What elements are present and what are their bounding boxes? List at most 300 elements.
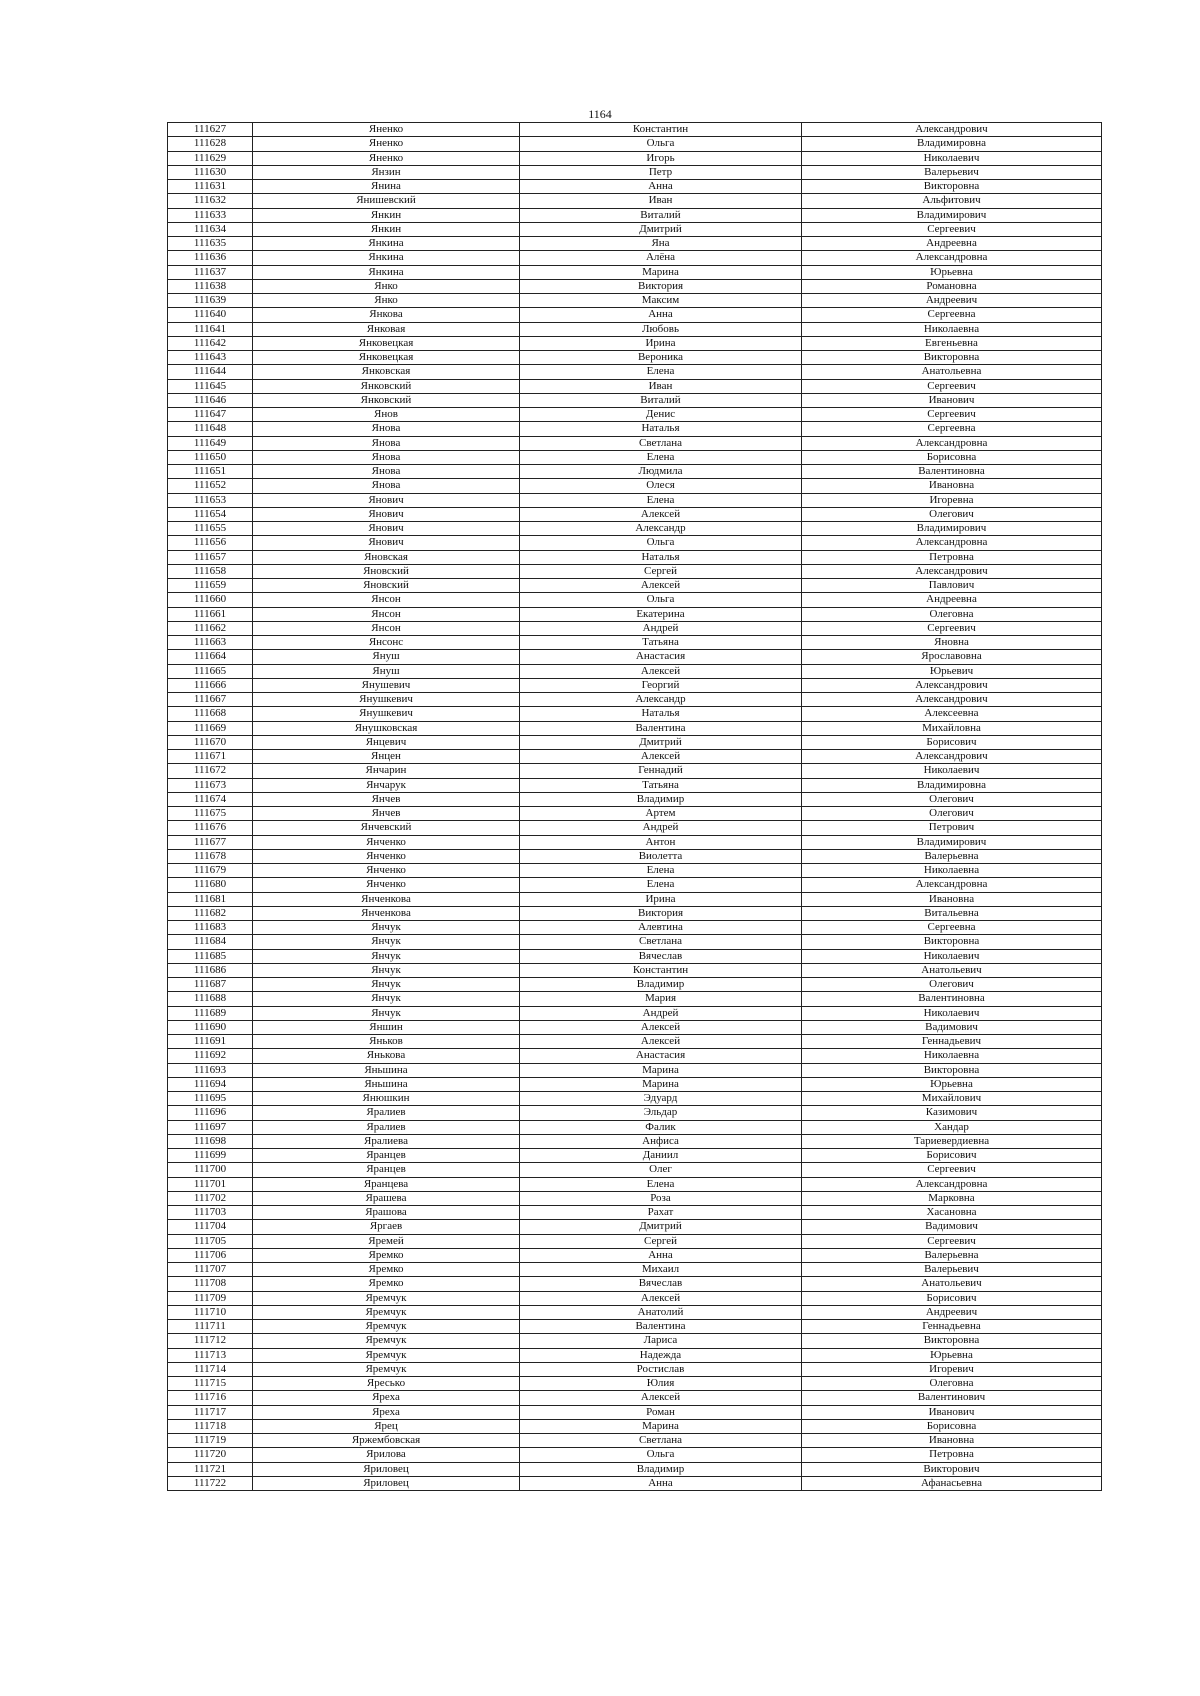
first-name-cell: Екатерина	[520, 607, 802, 621]
first-name-cell: Алексей	[520, 1035, 802, 1049]
table-row	[168, 180, 1102, 194]
patronymic-cell: Александровна	[802, 436, 1102, 450]
first-name-cell: Анна	[520, 1248, 802, 1262]
record-number-cell: 111709	[168, 1291, 253, 1305]
record-number-cell: 111672	[168, 764, 253, 778]
patronymic-cell: Александрович	[802, 750, 1102, 764]
table-row	[168, 664, 1102, 678]
patronymic-cell: Петрович	[802, 821, 1102, 835]
table-row	[168, 479, 1102, 493]
patronymic-cell: Юрьевна	[802, 265, 1102, 279]
surname-cell: Янова	[253, 465, 520, 479]
table-row	[168, 436, 1102, 450]
first-name-cell: Татьяна	[520, 778, 802, 792]
surname-cell: Янченко	[253, 849, 520, 863]
table-row	[168, 222, 1102, 236]
first-name-cell: Игорь	[520, 151, 802, 165]
record-number-cell: 111654	[168, 507, 253, 521]
first-name-cell: Алексей	[520, 750, 802, 764]
table-row	[168, 408, 1102, 422]
first-name-cell: Светлана	[520, 1434, 802, 1448]
patronymic-cell: Александрович	[802, 564, 1102, 578]
table-row	[168, 650, 1102, 664]
patronymic-cell: Вадимович	[802, 1020, 1102, 1034]
first-name-cell: Константин	[520, 963, 802, 977]
table-row	[168, 579, 1102, 593]
surname-cell: Яновская	[253, 550, 520, 564]
patronymic-cell: Олегович	[802, 807, 1102, 821]
table-row	[168, 550, 1102, 564]
surname-cell: Яресько	[253, 1377, 520, 1391]
record-number-cell: 111688	[168, 992, 253, 1006]
patronymic-cell: Валерьевич	[802, 165, 1102, 179]
first-name-cell: Виолетта	[520, 849, 802, 863]
surname-cell: Яреха	[253, 1405, 520, 1419]
record-number-cell: 111645	[168, 379, 253, 393]
first-name-cell: Сергей	[520, 564, 802, 578]
patronymic-cell: Валерьевич	[802, 1263, 1102, 1277]
patronymic-cell: Борисович	[802, 1291, 1102, 1305]
table-row	[168, 764, 1102, 778]
table-row	[168, 522, 1102, 536]
record-number-cell: 111700	[168, 1163, 253, 1177]
record-number-cell: 111670	[168, 735, 253, 749]
surname-cell: Януш	[253, 650, 520, 664]
table-row	[168, 265, 1102, 279]
table-row	[168, 237, 1102, 251]
patronymic-cell: Николаевич	[802, 764, 1102, 778]
patronymic-cell: Геннадьевич	[802, 1035, 1102, 1049]
page-number: 1164	[588, 107, 612, 121]
record-number-cell: 111708	[168, 1277, 253, 1291]
first-name-cell: Анастасия	[520, 650, 802, 664]
patronymic-cell: Сергеевна	[802, 921, 1102, 935]
patronymic-cell: Александровна	[802, 536, 1102, 550]
table-row	[168, 393, 1102, 407]
table-row	[168, 1092, 1102, 1106]
table-row	[168, 935, 1102, 949]
first-name-cell: Ольга	[520, 137, 802, 151]
record-number-cell: 111699	[168, 1149, 253, 1163]
record-number-cell: 111689	[168, 1006, 253, 1020]
surname-cell: Яньшина	[253, 1077, 520, 1091]
table-row	[168, 194, 1102, 208]
first-name-cell: Елена	[520, 365, 802, 379]
patronymic-cell: Викторовна	[802, 1334, 1102, 1348]
surname-cell: Янкин	[253, 208, 520, 222]
record-number-cell: 111650	[168, 450, 253, 464]
surname-cell: Янзин	[253, 165, 520, 179]
surname-cell: Янкина	[253, 251, 520, 265]
patronymic-cell: Викторовна	[802, 935, 1102, 949]
first-name-cell: Ольга	[520, 593, 802, 607]
record-number-cell: 111698	[168, 1134, 253, 1148]
surname-cell: Янчев	[253, 792, 520, 806]
patronymic-cell: Марковна	[802, 1191, 1102, 1205]
patronymic-cell: Викторовна	[802, 351, 1102, 365]
table-row	[168, 151, 1102, 165]
table-row	[168, 564, 1102, 578]
patronymic-cell: Анатольевич	[802, 963, 1102, 977]
first-name-cell: Ростислав	[520, 1362, 802, 1376]
record-number-cell: 111712	[168, 1334, 253, 1348]
patronymic-cell: Юрьевна	[802, 1348, 1102, 1362]
first-name-cell: Александр	[520, 693, 802, 707]
record-number-cell: 111669	[168, 721, 253, 735]
first-name-cell: Алёна	[520, 251, 802, 265]
patronymic-cell: Олегович	[802, 792, 1102, 806]
surname-cell: Янкина	[253, 265, 520, 279]
surname-cell: Януш	[253, 664, 520, 678]
record-number-cell: 111707	[168, 1263, 253, 1277]
patronymic-cell: Тариевердиевна	[802, 1134, 1102, 1148]
record-number-cell: 111685	[168, 949, 253, 963]
first-name-cell: Роза	[520, 1191, 802, 1205]
table-row	[168, 1248, 1102, 1262]
record-number-cell: 111715	[168, 1377, 253, 1391]
first-name-cell: Владимир	[520, 792, 802, 806]
table-row	[168, 1120, 1102, 1134]
table-row	[168, 336, 1102, 350]
record-number-cell: 111637	[168, 265, 253, 279]
record-number-cell: 111673	[168, 778, 253, 792]
first-name-cell: Вячеслав	[520, 1277, 802, 1291]
record-number-cell: 111695	[168, 1092, 253, 1106]
record-number-cell: 111691	[168, 1035, 253, 1049]
surname-cell: Янов	[253, 408, 520, 422]
record-number-cell: 111674	[168, 792, 253, 806]
patronymic-cell: Олегович	[802, 507, 1102, 521]
record-number-cell: 111640	[168, 308, 253, 322]
table-row	[168, 208, 1102, 222]
patronymic-cell: Владимирович	[802, 835, 1102, 849]
first-name-cell: Ольга	[520, 1448, 802, 1462]
first-name-cell: Дмитрий	[520, 1220, 802, 1234]
first-name-cell: Михаил	[520, 1263, 802, 1277]
patronymic-cell: Александровна	[802, 251, 1102, 265]
table-row	[168, 123, 1102, 137]
first-name-cell: Марина	[520, 1419, 802, 1433]
table-row	[168, 1049, 1102, 1063]
table-row	[168, 1234, 1102, 1248]
record-number-cell: 111661	[168, 607, 253, 621]
patronymic-cell: Борисовна	[802, 1419, 1102, 1433]
record-number-cell: 111687	[168, 978, 253, 992]
surname-cell: Янушевич	[253, 678, 520, 692]
surname-cell: Яремко	[253, 1263, 520, 1277]
table-row	[168, 1020, 1102, 1034]
patronymic-cell: Олеговна	[802, 607, 1102, 621]
surname-cell: Янченкова	[253, 906, 520, 920]
patronymic-cell: Александровна	[802, 878, 1102, 892]
table-row	[168, 536, 1102, 550]
first-name-cell: Виктория	[520, 906, 802, 920]
patronymic-cell: Петровна	[802, 1448, 1102, 1462]
table-row	[168, 1149, 1102, 1163]
patronymic-cell: Николаевич	[802, 1006, 1102, 1020]
first-name-cell: Яна	[520, 237, 802, 251]
patronymic-cell: Анатольевич	[802, 1277, 1102, 1291]
table-row	[168, 693, 1102, 707]
surname-cell: Яранцева	[253, 1177, 520, 1191]
record-number-cell: 111653	[168, 493, 253, 507]
record-number-cell: 111713	[168, 1348, 253, 1362]
patronymic-cell: Ярославовна	[802, 650, 1102, 664]
patronymic-cell: Владимирович	[802, 522, 1102, 536]
patronymic-cell: Валентиновна	[802, 465, 1102, 479]
record-number-cell: 111664	[168, 650, 253, 664]
table-row	[168, 864, 1102, 878]
patronymic-cell: Андреевич	[802, 1305, 1102, 1319]
patronymic-cell: Викторович	[802, 1462, 1102, 1476]
first-name-cell: Виктория	[520, 279, 802, 293]
first-name-cell: Елена	[520, 878, 802, 892]
surname-cell: Янчук	[253, 1006, 520, 1020]
first-name-cell: Артем	[520, 807, 802, 821]
patronymic-cell: Александровна	[802, 1177, 1102, 1191]
record-number-cell: 111656	[168, 536, 253, 550]
surname-cell: Яриловец	[253, 1462, 520, 1476]
patronymic-cell: Павлович	[802, 579, 1102, 593]
first-name-cell: Алексей	[520, 507, 802, 521]
table-row	[168, 878, 1102, 892]
surname-cell: Янсон	[253, 621, 520, 635]
record-number-cell: 111663	[168, 636, 253, 650]
first-name-cell: Иван	[520, 194, 802, 208]
surname-cell: Яремчук	[253, 1320, 520, 1334]
first-name-cell: Марина	[520, 1063, 802, 1077]
first-name-cell: Вячеслав	[520, 949, 802, 963]
patronymic-cell: Сергеевич	[802, 222, 1102, 236]
table-row	[168, 1291, 1102, 1305]
record-number-cell: 111704	[168, 1220, 253, 1234]
table-row	[168, 1106, 1102, 1120]
surname-cell: Яремей	[253, 1234, 520, 1248]
table-row	[168, 308, 1102, 322]
surname-cell: Яремчук	[253, 1291, 520, 1305]
patronymic-cell: Викторовна	[802, 1063, 1102, 1077]
record-number-cell: 111665	[168, 664, 253, 678]
first-name-cell: Дмитрий	[520, 222, 802, 236]
record-number-cell: 111649	[168, 436, 253, 450]
surname-cell: Яреха	[253, 1391, 520, 1405]
patronymic-cell: Алексеевна	[802, 707, 1102, 721]
record-number-cell: 111631	[168, 180, 253, 194]
table-row	[168, 1377, 1102, 1391]
surname-cell: Яралиев	[253, 1120, 520, 1134]
first-name-cell: Георгий	[520, 678, 802, 692]
first-name-cell: Вероника	[520, 351, 802, 365]
record-number-cell: 111662	[168, 621, 253, 635]
first-name-cell: Елена	[520, 493, 802, 507]
patronymic-cell: Сергеевич	[802, 621, 1102, 635]
patronymic-cell: Владимировна	[802, 137, 1102, 151]
patronymic-cell: Иванович	[802, 393, 1102, 407]
patronymic-cell: Валерьевна	[802, 1248, 1102, 1262]
table-row	[168, 1305, 1102, 1319]
table-row	[168, 379, 1102, 393]
record-number-cell: 111680	[168, 878, 253, 892]
patronymic-cell: Михайлович	[802, 1092, 1102, 1106]
first-name-cell: Алексей	[520, 1291, 802, 1305]
record-number-cell: 111659	[168, 579, 253, 593]
record-number-cell: 111705	[168, 1234, 253, 1248]
record-number-cell: 111714	[168, 1362, 253, 1376]
record-number-cell: 111644	[168, 365, 253, 379]
record-number-cell: 111643	[168, 351, 253, 365]
patronymic-cell: Ивановна	[802, 1434, 1102, 1448]
table-row	[168, 294, 1102, 308]
table-row	[168, 1348, 1102, 1362]
surname-cell: Яремчук	[253, 1305, 520, 1319]
record-number-cell: 111706	[168, 1248, 253, 1262]
first-name-cell: Анфиса	[520, 1134, 802, 1148]
patronymic-cell: Хандар	[802, 1120, 1102, 1134]
surname-cell: Яриловец	[253, 1476, 520, 1490]
patronymic-cell: Николаевна	[802, 864, 1102, 878]
surname-cell: Янюшкин	[253, 1092, 520, 1106]
record-number-cell: 111655	[168, 522, 253, 536]
patronymic-cell: Сергеевич	[802, 379, 1102, 393]
patronymic-cell: Альфитович	[802, 194, 1102, 208]
record-number-cell: 111681	[168, 892, 253, 906]
record-number-cell: 111684	[168, 935, 253, 949]
record-number-cell: 111694	[168, 1077, 253, 1091]
surname-cell: Янко	[253, 279, 520, 293]
table-row	[168, 750, 1102, 764]
record-number-cell: 111627	[168, 123, 253, 137]
table-row	[168, 1077, 1102, 1091]
table-row	[168, 1391, 1102, 1405]
table-row	[168, 450, 1102, 464]
first-name-cell: Анна	[520, 1476, 802, 1490]
patronymic-cell: Игоревна	[802, 493, 1102, 507]
record-number-cell: 111690	[168, 1020, 253, 1034]
patronymic-cell: Борисовна	[802, 450, 1102, 464]
record-number-cell: 111696	[168, 1106, 253, 1120]
surname-cell: Янковецкая	[253, 351, 520, 365]
record-number-cell: 111719	[168, 1434, 253, 1448]
table-row	[168, 721, 1102, 735]
surname-cell: Янченко	[253, 878, 520, 892]
table-row	[168, 792, 1102, 806]
first-name-cell: Наталья	[520, 422, 802, 436]
surname-cell: Яржембовская	[253, 1434, 520, 1448]
first-name-cell: Наталья	[520, 707, 802, 721]
surname-cell: Янчевский	[253, 821, 520, 835]
first-name-cell: Наталья	[520, 550, 802, 564]
record-number-cell: 111678	[168, 849, 253, 863]
patronymic-cell: Николаевна	[802, 322, 1102, 336]
surname-cell: Яненко	[253, 151, 520, 165]
first-name-cell: Владимир	[520, 1462, 802, 1476]
register-body	[168, 123, 1102, 1491]
record-number-cell: 111633	[168, 208, 253, 222]
table-row	[168, 1362, 1102, 1376]
patronymic-cell: Владимирович	[802, 208, 1102, 222]
record-number-cell: 111671	[168, 750, 253, 764]
patronymic-cell: Юрьевна	[802, 1077, 1102, 1091]
patronymic-cell: Андреевич	[802, 294, 1102, 308]
table-row	[168, 1191, 1102, 1205]
patronymic-cell: Ивановна	[802, 479, 1102, 493]
record-number-cell: 111641	[168, 322, 253, 336]
surname-cell: Янчев	[253, 807, 520, 821]
patronymic-cell: Сергеевич	[802, 408, 1102, 422]
first-name-cell: Сергей	[520, 1234, 802, 1248]
table-row	[168, 1462, 1102, 1476]
first-name-cell: Светлана	[520, 935, 802, 949]
record-number-cell: 111646	[168, 393, 253, 407]
first-name-cell: Марина	[520, 265, 802, 279]
surname-cell: Янченко	[253, 864, 520, 878]
surname-cell: Яранцев	[253, 1163, 520, 1177]
record-number-cell: 111651	[168, 465, 253, 479]
first-name-cell: Анна	[520, 180, 802, 194]
surname-cell: Яремчук	[253, 1362, 520, 1376]
surname-cell: Янович	[253, 536, 520, 550]
table-row	[168, 507, 1102, 521]
first-name-cell: Валентина	[520, 1320, 802, 1334]
first-name-cell: Дмитрий	[520, 735, 802, 749]
surname-cell: Янковский	[253, 379, 520, 393]
surname-cell: Янчук	[253, 921, 520, 935]
patronymic-cell: Олеговна	[802, 1377, 1102, 1391]
patronymic-cell: Викторовна	[802, 180, 1102, 194]
record-number-cell: 111648	[168, 422, 253, 436]
record-number-cell: 111711	[168, 1320, 253, 1334]
record-number-cell: 111660	[168, 593, 253, 607]
record-number-cell: 111630	[168, 165, 253, 179]
surname-cell: Янькова	[253, 1049, 520, 1063]
first-name-cell: Алексей	[520, 664, 802, 678]
patronymic-cell: Николаевна	[802, 1049, 1102, 1063]
table-row	[168, 422, 1102, 436]
table-row	[168, 849, 1102, 863]
first-name-cell: Константин	[520, 123, 802, 137]
record-number-cell: 111634	[168, 222, 253, 236]
surname-cell: Яновский	[253, 579, 520, 593]
patronymic-cell: Александрович	[802, 123, 1102, 137]
record-number-cell: 111642	[168, 336, 253, 350]
first-name-cell: Денис	[520, 408, 802, 422]
table-row	[168, 906, 1102, 920]
first-name-cell: Петр	[520, 165, 802, 179]
table-row	[168, 636, 1102, 650]
table-row	[168, 607, 1102, 621]
first-name-cell: Александр	[520, 522, 802, 536]
patronymic-cell: Валерьевна	[802, 849, 1102, 863]
surname-cell: Ярилова	[253, 1448, 520, 1462]
record-number-cell: 111628	[168, 137, 253, 151]
table-row	[168, 778, 1102, 792]
table-row	[168, 807, 1102, 821]
record-number-cell: 111639	[168, 294, 253, 308]
surname-cell: Яремко	[253, 1248, 520, 1262]
surname-cell: Янова	[253, 422, 520, 436]
surname-cell: Янчук	[253, 963, 520, 977]
table-row	[168, 1006, 1102, 1020]
first-name-cell: Геннадий	[520, 764, 802, 778]
record-number-cell: 111697	[168, 1120, 253, 1134]
record-number-cell: 111722	[168, 1476, 253, 1490]
table-row	[168, 137, 1102, 151]
patronymic-cell: Александрович	[802, 693, 1102, 707]
first-name-cell: Ирина	[520, 892, 802, 906]
first-name-cell: Лариса	[520, 1334, 802, 1348]
patronymic-cell: Сергеевич	[802, 1163, 1102, 1177]
first-name-cell: Фалик	[520, 1120, 802, 1134]
